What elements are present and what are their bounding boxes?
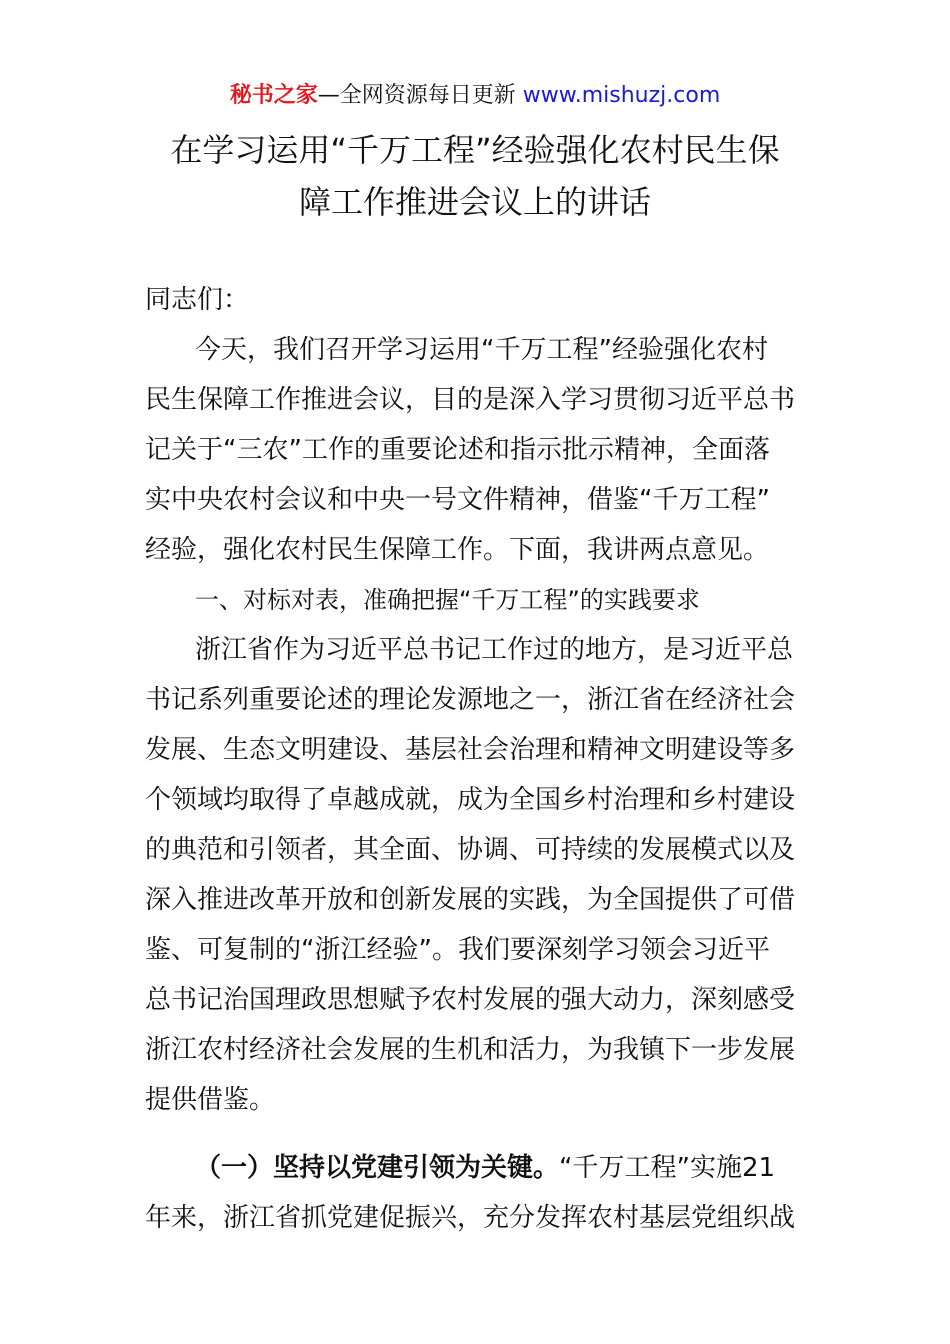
paragraph-line: 民生保障工作推进会议，目的是深入学习贯彻习近平总书 (145, 385, 796, 415)
paragraph-line: 记关于“三农”工作的重要论述和指示批示精神，全面落 (145, 435, 770, 465)
paragraph-line: 的典范和引领者，其全面、协调、可持续的发展模式以及 (145, 835, 796, 865)
paragraph-line: 浙江省作为习近平总书记工作过的地方，是习近平总 (195, 635, 794, 665)
paragraph-gap (145, 1125, 810, 1143)
paragraph-line: 今天，我们召开学习运用“千万工程”经验强化农村 (195, 335, 768, 365)
subsection-first-line (145, 1143, 810, 1193)
header-tagline: —全网资源每日更新 (317, 83, 516, 108)
subsection-heading: （一）坚持以党建引领为关键。 (195, 1153, 560, 1183)
site-url[interactable]: www.mishuzj.com (522, 83, 721, 108)
paragraph-line: 提供借鉴。 (145, 1085, 276, 1115)
paragraph-line: 深入推进改革开放和创新发展的实践，为全国提供了可借 (145, 885, 796, 915)
subsection-1 (145, 1143, 810, 1243)
salutation: 同志们： (145, 285, 250, 315)
paragraph-zhejiang (145, 625, 810, 1125)
site-header (0, 80, 950, 112)
document-body (145, 275, 810, 1243)
title-line-1: 在学习运用“千万工程”经验强化农村民生保 (170, 131, 780, 169)
paragraph-line: 年来，浙江省抓党建促振兴，充分发挥农村基层党组织战 (145, 1203, 796, 1233)
brand-name: 秘书之家 (229, 83, 318, 108)
title-line-2: 障工作推进会议上的讲话 (298, 183, 651, 221)
paragraph-line: 经验，强化农村民生保障工作。下面，我讲两点意见。 (145, 535, 770, 565)
paragraph-line: 总书记治国理政思想赋予农村发展的强大动力，深刻感受 (145, 985, 796, 1015)
paragraph-line: 鉴、可复制的“浙江经验”。我们要深刻学习领会习近平 (145, 935, 770, 965)
paragraph-line: 浙江农村经济社会发展的生机和活力，为我镇下一步发展 (145, 1035, 796, 1065)
paragraph-line: 发展、生态文明建设、基层社会治理和精神文明建设等多 (145, 735, 796, 765)
document-title (100, 124, 850, 228)
subsection-text: “千万工程”实施21 (559, 1153, 776, 1183)
paragraph-line: 个领域均取得了卓越成就，成为全国乡村治理和乡村建设 (145, 785, 796, 815)
paragraph-line: 实中央农村会议和中央一号文件精神，借鉴“千万工程” (145, 485, 770, 515)
paragraph-intro (145, 325, 810, 575)
section-heading-1: 一、对标对表，准确把握“千万工程”的实践要求 (195, 586, 700, 614)
paragraph-line: 书记系列重要论述的理论发源地之一，浙江省在经济社会 (145, 685, 796, 715)
